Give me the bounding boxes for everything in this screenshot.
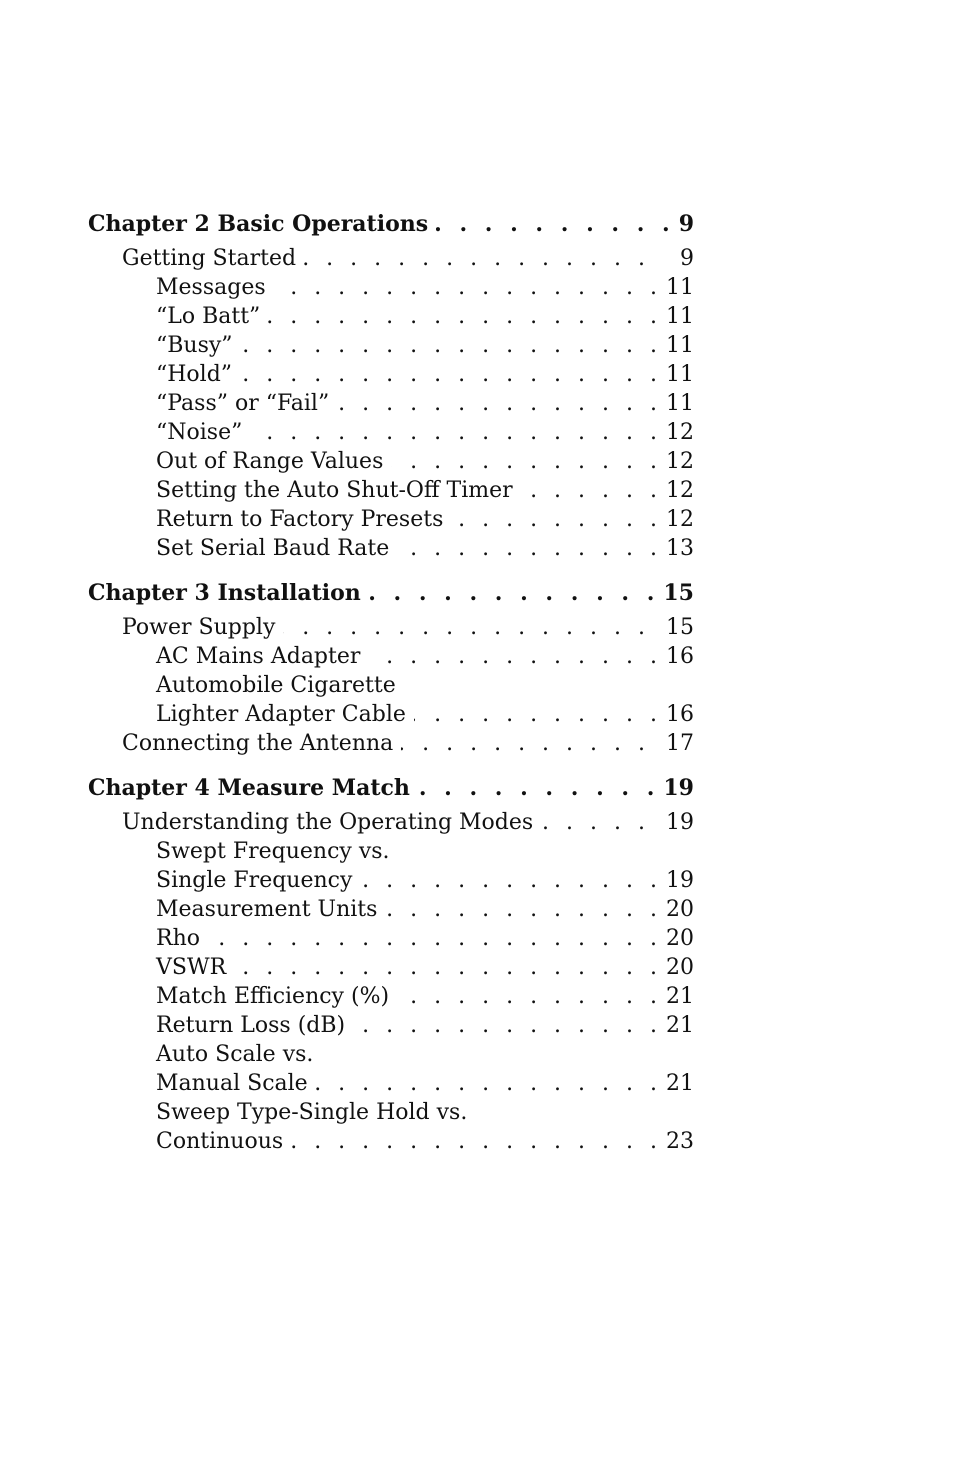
- toc-subsection-entry[interactable]: [88, 418, 694, 447]
- chapter-title: Chapter 4 Measure Match: [88, 775, 410, 801]
- entry-page-number: 21: [666, 984, 694, 1009]
- dot-leader: [541, 808, 650, 837]
- entry-title: “Pass” or “Fail”: [156, 391, 330, 416]
- entry-page-number: 20: [666, 955, 694, 980]
- toc-subsection-entry[interactable]: [88, 953, 694, 982]
- dot-leader: [451, 505, 662, 534]
- chapter-title: Chapter 2 Basic Operations: [88, 211, 429, 237]
- entry-title: Single Frequency: [156, 868, 353, 893]
- dot-leader: [316, 1069, 662, 1098]
- entry-page-number: 20: [666, 897, 694, 922]
- dot-leader: [283, 613, 650, 642]
- entry-page-number: 21: [666, 1071, 694, 1096]
- dot-leader: [268, 302, 662, 331]
- entry-title: Swept Frequency vs.: [156, 839, 390, 864]
- dot-leader: [397, 982, 662, 1011]
- toc-chapter-section: [88, 770, 694, 1156]
- entry-title: Out of Range Values: [156, 449, 384, 474]
- dot-leader: [369, 575, 660, 611]
- chapter-page-number: 15: [663, 580, 694, 606]
- entry-title: Power Supply: [122, 615, 276, 640]
- chapter-page-number: 9: [678, 211, 694, 237]
- toc-section-entry[interactable]: [88, 244, 694, 273]
- toc-subsection-entry[interactable]: [88, 273, 694, 302]
- entry-title: Measurement Units: [156, 897, 378, 922]
- dot-leader: [241, 331, 662, 360]
- entry-title: AC Mains Adapter: [156, 644, 361, 669]
- entry-page-number: 12: [666, 449, 694, 474]
- entry-title: Return Loss (dB): [156, 1013, 346, 1038]
- toc-section-entry[interactable]: [88, 613, 694, 642]
- entry-title: Connecting the Antenna: [122, 731, 394, 756]
- toc-subsection-entry[interactable]: [88, 982, 694, 1011]
- entry-title: “Lo Batt”: [156, 304, 261, 329]
- dot-leader: [274, 273, 662, 302]
- dot-leader: [401, 729, 650, 758]
- toc-chapter-section: [88, 206, 694, 563]
- toc-subsection-entry[interactable]: [88, 1098, 694, 1127]
- toc-chapter-section: [88, 575, 694, 758]
- dot-leader: [353, 1011, 662, 1040]
- toc-subsection-entry[interactable]: [88, 1069, 694, 1098]
- entry-page-number: 9: [680, 246, 694, 271]
- toc-section-entry[interactable]: [88, 729, 694, 758]
- entry-title: Auto Scale vs.: [156, 1042, 314, 1067]
- dot-leader: [385, 895, 662, 924]
- dot-leader: [304, 244, 650, 273]
- dot-leader: [368, 642, 662, 671]
- chapter-page-number: 19: [663, 775, 694, 801]
- entry-title: “Noise”: [156, 420, 243, 445]
- entry-title: “Busy”: [156, 333, 233, 358]
- entry-page-number: 11: [666, 333, 694, 358]
- entry-title: “Hold”: [156, 362, 233, 387]
- entry-page-number: 19: [666, 868, 694, 893]
- toc-subsection-entry[interactable]: [88, 1040, 694, 1069]
- toc-chapter-heading[interactable]: [88, 770, 694, 806]
- entry-page-number: 15: [666, 615, 694, 640]
- dot-leader: [234, 953, 662, 982]
- entry-page-number: 21: [666, 1013, 694, 1038]
- toc-subsection-entry[interactable]: [88, 447, 694, 476]
- table-of-contents: [88, 206, 694, 1168]
- entry-page-number: 20: [666, 926, 694, 951]
- toc-subsection-entry[interactable]: [88, 505, 694, 534]
- dot-leader: [521, 476, 662, 505]
- entry-page-number: 11: [666, 362, 694, 387]
- dot-leader: [360, 866, 662, 895]
- entry-title: Setting the Auto Shut-Off Timer: [156, 478, 513, 503]
- entry-page-number: 11: [666, 304, 694, 329]
- entry-title: Set Serial Baud Rate: [156, 536, 390, 561]
- toc-subsection-entry[interactable]: [88, 534, 694, 563]
- dot-leader: [391, 447, 662, 476]
- toc-subsection-entry[interactable]: [88, 837, 694, 866]
- entry-page-number: 12: [666, 478, 694, 503]
- entry-title: Automobile Cigarette: [156, 673, 396, 698]
- dot-leader: [414, 700, 662, 729]
- toc-subsection-entry[interactable]: [88, 642, 694, 671]
- dot-leader: [208, 924, 662, 953]
- entry-title: Manual Scale: [156, 1071, 308, 1096]
- entry-title: VSWR: [156, 955, 227, 980]
- entry-page-number: 11: [666, 275, 694, 300]
- toc-subsection-entry[interactable]: [88, 302, 694, 331]
- entry-page-number: 19: [666, 810, 694, 835]
- toc-subsection-entry[interactable]: [88, 360, 694, 389]
- entry-title: Messages: [156, 275, 266, 300]
- entry-page-number: 12: [666, 507, 694, 532]
- entry-page-number: 11: [666, 391, 694, 416]
- toc-subsection-entry[interactable]: [88, 389, 694, 418]
- entry-page-number: 12: [666, 420, 694, 445]
- entry-title: Getting Started: [122, 246, 297, 271]
- dot-leader: [418, 770, 659, 806]
- entry-title: Rho: [156, 926, 200, 951]
- entry-page-number: 16: [666, 702, 694, 727]
- entry-page-number: 16: [666, 644, 694, 669]
- dot-leader: [240, 360, 662, 389]
- toc-subsection-entry[interactable]: [88, 895, 694, 924]
- toc-subsection-entry[interactable]: [88, 924, 694, 953]
- entry-title: Continuous: [156, 1129, 284, 1154]
- toc-subsection-entry[interactable]: [88, 671, 694, 700]
- dot-leader: [337, 389, 662, 418]
- toc-subsection-entry[interactable]: [88, 866, 694, 895]
- entry-title: Return to Factory Presets: [156, 507, 444, 532]
- entry-title: Match Efficiency (%): [156, 984, 390, 1009]
- toc-subsection-entry[interactable]: [88, 1127, 694, 1156]
- dot-leader: [436, 206, 675, 242]
- entry-page-number: 13: [666, 536, 694, 561]
- toc-chapter-heading[interactable]: [88, 206, 694, 242]
- toc-subsection-entry[interactable]: [88, 476, 694, 505]
- toc-subsection-entry[interactable]: [88, 1011, 694, 1040]
- entry-page-number: 23: [666, 1129, 694, 1154]
- entry-title: Understanding the Operating Modes: [122, 810, 534, 835]
- toc-subsection-entry[interactable]: [88, 331, 694, 360]
- toc-chapter-heading[interactable]: [88, 575, 694, 611]
- entry-title: Lighter Adapter Cable: [156, 702, 406, 727]
- toc-section-entry[interactable]: [88, 808, 694, 837]
- dot-leader: [291, 1127, 662, 1156]
- dot-leader: [250, 418, 662, 447]
- entry-page-number: 17: [666, 731, 694, 756]
- chapter-title: Chapter 3 Installation: [88, 580, 361, 606]
- entry-title: Sweep Type-Single Hold vs.: [156, 1100, 468, 1125]
- dot-leader: [397, 534, 662, 563]
- toc-subsection-entry[interactable]: [88, 700, 694, 729]
